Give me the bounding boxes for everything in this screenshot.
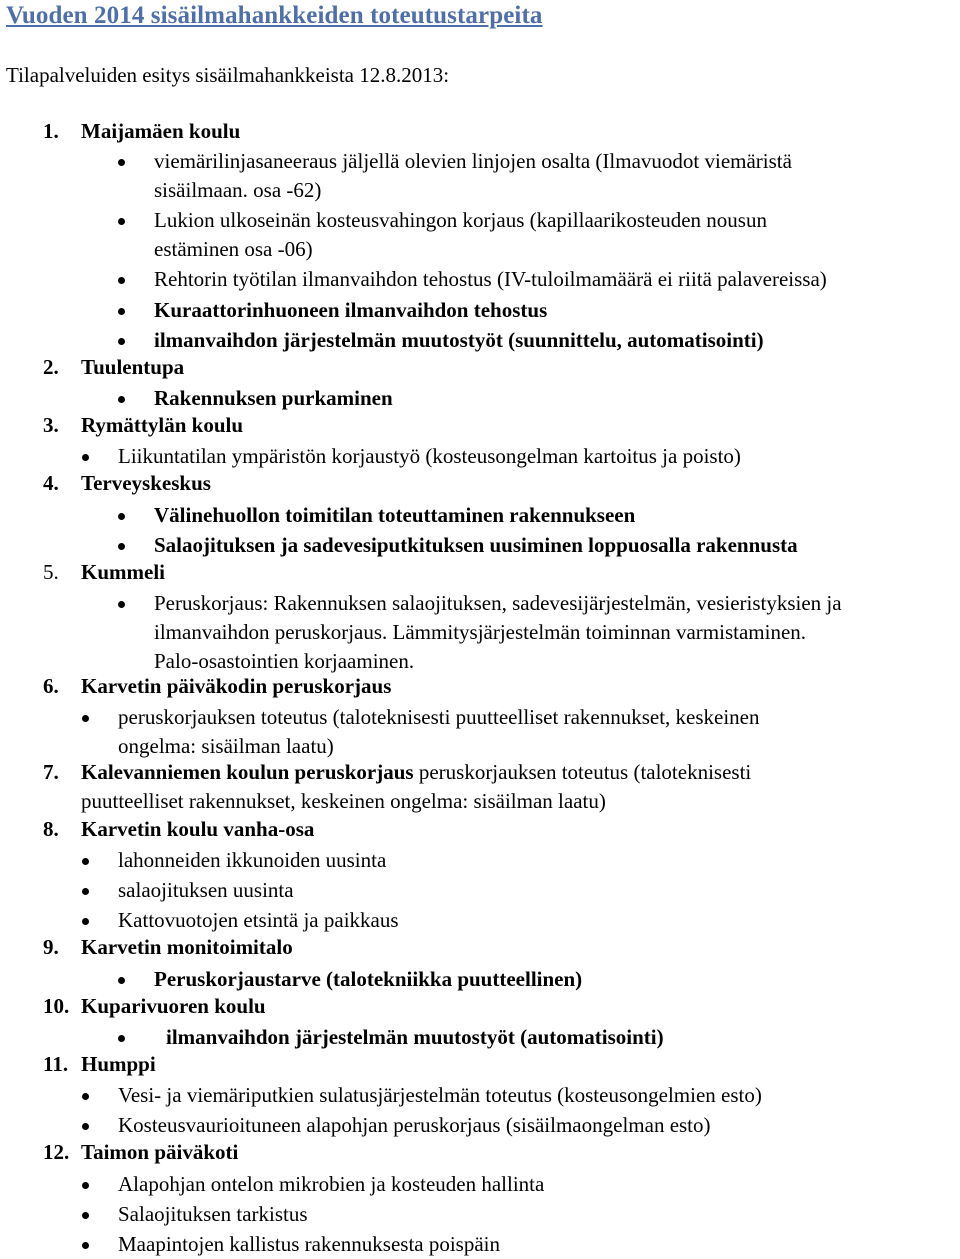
bullet-icon <box>118 513 125 520</box>
list-item: viemärilinjasaneeraus jäljellä olevien linjojen osalta (Ilmavuodot viemäristä sisäilmaan. osa -62) <box>118 147 792 205</box>
bullet-icon <box>82 1212 89 1219</box>
intro-text: Tilapalveluiden esitys sisäilmahankkeista 12.8.2013: <box>6 63 450 87</box>
bullet-icon <box>82 1123 89 1130</box>
bullet-icon <box>118 218 125 225</box>
bullet-icon <box>118 977 125 984</box>
bullet-icon <box>82 1242 89 1249</box>
section-heading-12: 12. Taimon päiväkoti <box>43 1140 239 1164</box>
list-item: ilmanvaihdon järjestelmän muutostyöt (automatisointi) <box>118 1023 664 1052</box>
page-title: Vuoden 2014 sisäilmahankkeiden toteutustarpeita <box>6 2 543 29</box>
list-item: Kuraattorinhuoneen ilmanvaihdon tehostus <box>118 296 547 325</box>
list-item: peruskorjauksen toteutus (taloteknisesti puutteelliset rakennukset, keskeinen ongelma: sisäilman laatu) <box>82 703 760 761</box>
bullet-icon <box>118 601 125 608</box>
bullet-icon <box>82 715 89 722</box>
list-item: Maapintojen kallistus rakennuksesta poispäin <box>82 1230 500 1259</box>
section-heading-5: 5. Kummeli <box>43 560 165 584</box>
list-item: Välinehuollon toimitilan toteuttaminen rakennukseen <box>118 501 635 530</box>
bullet-icon <box>82 918 89 925</box>
list-item: lahonneiden ikkunoiden uusinta <box>82 846 386 875</box>
list-item: Peruskorjaus: Rakennuksen salaojituksen, sadevesijärjestelmän, vesieristyksien ja ilmanvaihdon peruskorjaus. Lämmitysjärjestelmän toiminnan varmistaminen. Palo-osastointien korjaaminen. <box>118 589 842 676</box>
section-heading-7: 7. Kalevanniemen koulun peruskorjaus peruskorjauksen toteutus (taloteknisesti <box>43 760 752 784</box>
list-item: Lukion ulkoseinän kosteusvahingon korjaus (kapillaarikosteuden nousun estäminen osa -06) <box>118 206 767 264</box>
list-item: Alapohjan ontelon mikrobien ja kosteuden hallinta <box>82 1170 544 1199</box>
section-heading-9: 9. Karvetin monitoimitalo <box>43 935 293 959</box>
list-item: Liikuntatilan ympäristön korjaustyö (kosteusongelman kartoitus ja poisto) <box>82 442 741 471</box>
section-heading-1: 1. Maijamäen koulu <box>43 119 241 143</box>
list-item: Kosteusvaurioituneen alapohjan peruskorjaus (sisäilmaongelman esto) <box>82 1111 711 1140</box>
bullet-icon <box>82 858 89 865</box>
list-item: Salaojituksen tarkistus <box>82 1200 308 1229</box>
list-item: Rehtorin työtilan ilmanvaihdon tehostus (IV-tuloilmamäärä ei riitä palavereissa) <box>118 265 827 294</box>
section-7-continuation: puutteelliset rakennukset, keskeinen ongelma: sisäilman laatu) <box>81 789 606 813</box>
bullet-icon <box>118 543 125 550</box>
bullet-icon <box>82 888 89 895</box>
section-heading-2: 2. Tuulentupa <box>43 355 185 379</box>
list-item: ilmanvaihdon järjestelmän muutostyöt (suunnittelu, automatisointi) <box>118 326 764 355</box>
section-heading-11: 11. Humppi <box>43 1052 156 1076</box>
list-item: Rakennuksen purkaminen <box>118 384 393 413</box>
bullet-icon <box>82 1182 89 1189</box>
list-item: Kattovuotojen etsintä ja paikkaus <box>82 906 399 935</box>
bullet-icon <box>118 159 125 166</box>
section-heading-10: 10. Kuparivuoren koulu <box>43 994 266 1018</box>
bullet-icon <box>118 1035 125 1042</box>
list-item: Peruskorjaustarve (talotekniikka puutteellinen) <box>118 965 582 994</box>
bullet-icon <box>118 308 125 315</box>
bullet-icon <box>82 454 89 461</box>
bullet-icon <box>118 338 125 345</box>
section-heading-4: 4. Terveyskeskus <box>43 471 211 495</box>
bullet-icon <box>82 1093 89 1100</box>
section-heading-3: 3. Rymättylän koulu <box>43 413 244 437</box>
bullet-icon <box>118 396 125 403</box>
section-heading-8: 8. Karvetin koulu vanha-osa <box>43 817 315 841</box>
list-item: salaojituksen uusinta <box>82 876 294 905</box>
section-heading-6: 6. Karvetin päiväkodin peruskorjaus <box>43 674 392 698</box>
list-item: Vesi- ja viemäriputkien sulatusjärjestelmän toteutus (kosteusongelmien esto) <box>82 1081 762 1110</box>
list-item: Salaojituksen ja sadevesiputkituksen uusiminen loppuosalla rakennusta <box>118 531 798 560</box>
bullet-icon <box>118 277 125 284</box>
